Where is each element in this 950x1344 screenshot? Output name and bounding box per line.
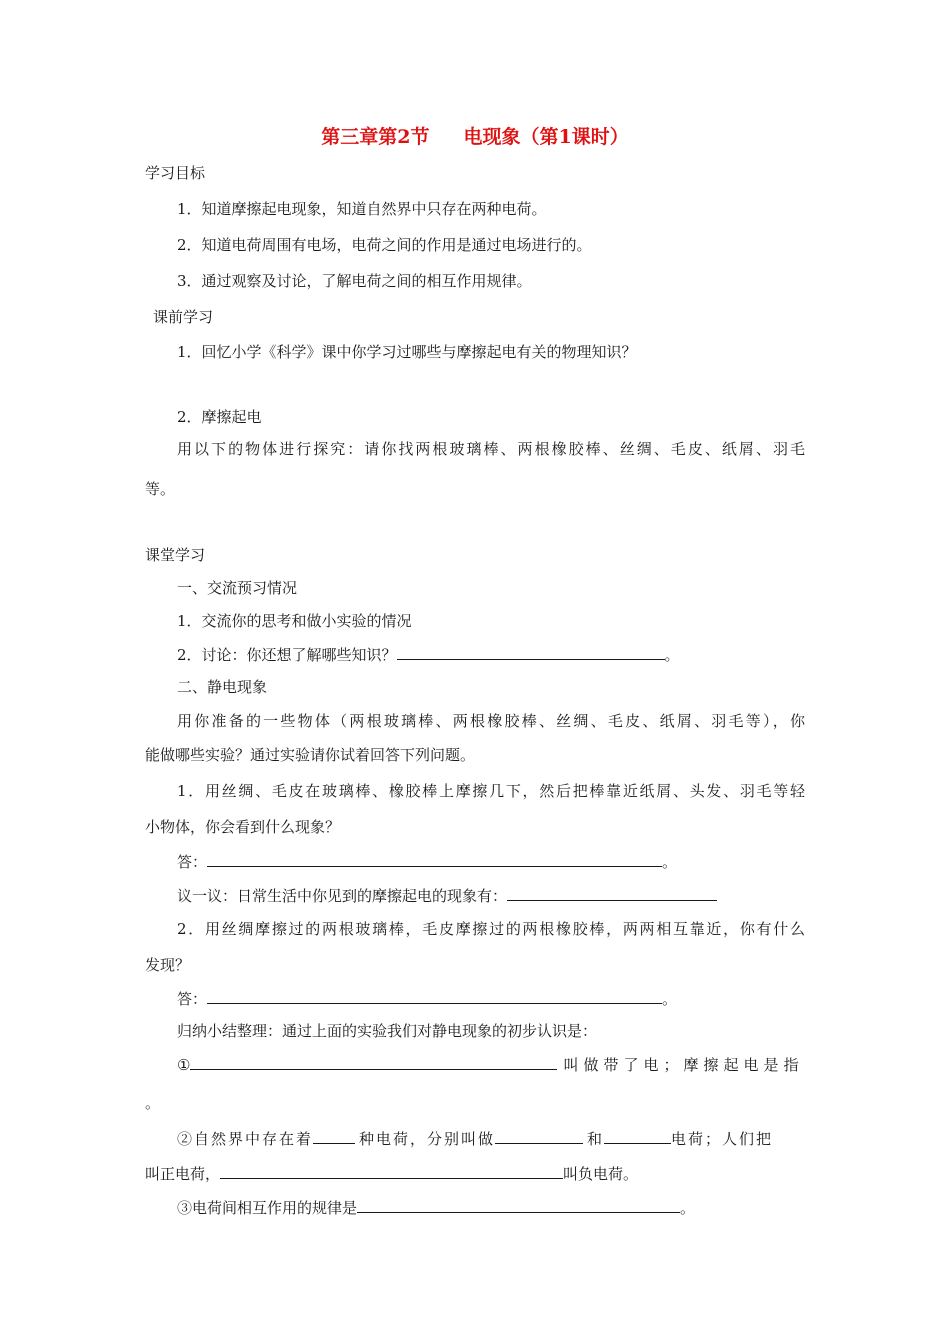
summary-item-2-text-f: 叫负电荷。 bbox=[563, 1165, 639, 1183]
answer-blank[interactable] bbox=[207, 851, 662, 867]
objective-item: 3．通过观察及讨论，了解电荷之间的相互作用规律。 bbox=[177, 272, 532, 290]
discuss-text: 议一议：日常生活中你见到的摩擦起电的现象有： bbox=[177, 887, 508, 905]
answer-label: 答： bbox=[177, 990, 208, 1008]
preclass-question-1: 1．回忆小学《科学》课中你学习过哪些与摩擦起电有关的物理知识？ bbox=[177, 343, 637, 361]
summary-item-1-end: 。 bbox=[145, 1094, 161, 1112]
preclass-text-cont: 等。 bbox=[145, 480, 176, 498]
summary-item-2 bbox=[177, 1128, 773, 1150]
section-2-heading: 二、静电现象 bbox=[177, 678, 268, 696]
answer-blank[interactable] bbox=[357, 1197, 680, 1213]
circled-1: ① bbox=[177, 1056, 191, 1074]
answer-blank[interactable] bbox=[495, 1128, 583, 1144]
classroom-heading: 课堂学习 bbox=[145, 546, 206, 564]
answer-blank[interactable] bbox=[207, 988, 662, 1004]
answer-label: 答： bbox=[177, 853, 208, 871]
section-2-q2: 2．用丝绸摩擦过的两根玻璃棒，毛皮摩擦过的两根橡胶棒，两两相互靠近，你有什么 bbox=[177, 920, 805, 938]
answer-blank[interactable] bbox=[313, 1128, 355, 1144]
answer-blank[interactable] bbox=[220, 1163, 563, 1179]
period: 。 bbox=[662, 990, 678, 1008]
period: 。 bbox=[680, 1199, 696, 1217]
section-2-intro-cont: 能做哪些实验？通过实验请你试着回答下列问题。 bbox=[145, 746, 476, 764]
preclass-heading: 课前学习 bbox=[153, 308, 214, 326]
summary-item-2-text-c: 和 bbox=[587, 1130, 605, 1148]
answer-line bbox=[177, 851, 677, 873]
summary-heading: 归纳小结整理：通过上面的实验我们对静电现象的初步认识是： bbox=[177, 1022, 598, 1040]
answer-blank[interactable] bbox=[507, 885, 717, 901]
objectives-heading: 学习目标 bbox=[145, 164, 206, 182]
answer-blank[interactable] bbox=[190, 1054, 557, 1070]
summary-item-1-text: 叫做带了电；摩擦起电是指 bbox=[563, 1056, 804, 1074]
section-1-heading: 一、交流预习情况 bbox=[177, 579, 298, 597]
summary-item-3 bbox=[177, 1197, 695, 1219]
section-2-q1: 1．用丝绸、毛皮在玻璃棒、橡胶棒上摩擦几下，然后把棒靠近纸屑、头发、羽毛等轻 bbox=[177, 782, 805, 800]
summary-item-2-cont bbox=[145, 1163, 638, 1185]
section-1-q2 bbox=[177, 644, 680, 666]
objective-item: 2．知道电荷周围有电场，电荷之间的作用是通过电场进行的。 bbox=[177, 236, 592, 254]
preclass-text: 用以下的物体进行探究：请你找两根玻璃棒、两根橡胶棒、丝绸、毛皮、纸屑、羽毛 bbox=[177, 440, 805, 458]
summary-item-1 bbox=[177, 1054, 803, 1076]
section-2-q2-cont: 发现？ bbox=[145, 956, 191, 974]
answer-line bbox=[177, 988, 677, 1010]
discuss-line bbox=[177, 885, 717, 907]
period: 。 bbox=[664, 646, 680, 664]
preclass-question-2: 2．摩擦起电 bbox=[177, 408, 262, 426]
section-1-q2-text: 2．讨论：你还想了解哪些知识？ bbox=[177, 646, 397, 664]
summary-item-2-text-a: ②自然界中存在着 bbox=[177, 1130, 314, 1148]
section-2-q1-cont: 小物体，你会看到什么现象？ bbox=[145, 818, 341, 836]
summary-item-2-text-d: 电荷；人们把 bbox=[671, 1130, 774, 1148]
period: 。 bbox=[662, 853, 678, 871]
page-title bbox=[0, 124, 950, 150]
answer-blank[interactable] bbox=[397, 644, 665, 660]
title-topic: 电现象（第1课时） bbox=[463, 126, 629, 148]
answer-blank[interactable] bbox=[604, 1128, 671, 1144]
section-2-intro: 用你准备的一些物体（两根玻璃棒、两根橡胶棒、丝绸、毛皮、纸屑、羽毛等），你 bbox=[177, 712, 805, 730]
title-chapter: 第三章第2节 bbox=[321, 126, 430, 148]
summary-item-2-text-e: 叫正电荷， bbox=[145, 1165, 221, 1183]
summary-item-3-text: ③电荷间相互作用的规律是 bbox=[177, 1199, 358, 1217]
summary-item-2-text-b: 种电荷，分别叫做 bbox=[359, 1130, 496, 1148]
objective-item: 1．知道摩擦起电现象，知道自然界中只存在两种电荷。 bbox=[177, 200, 547, 218]
section-1-q1: 1．交流你的思考和做小实验的情况 bbox=[177, 612, 412, 630]
